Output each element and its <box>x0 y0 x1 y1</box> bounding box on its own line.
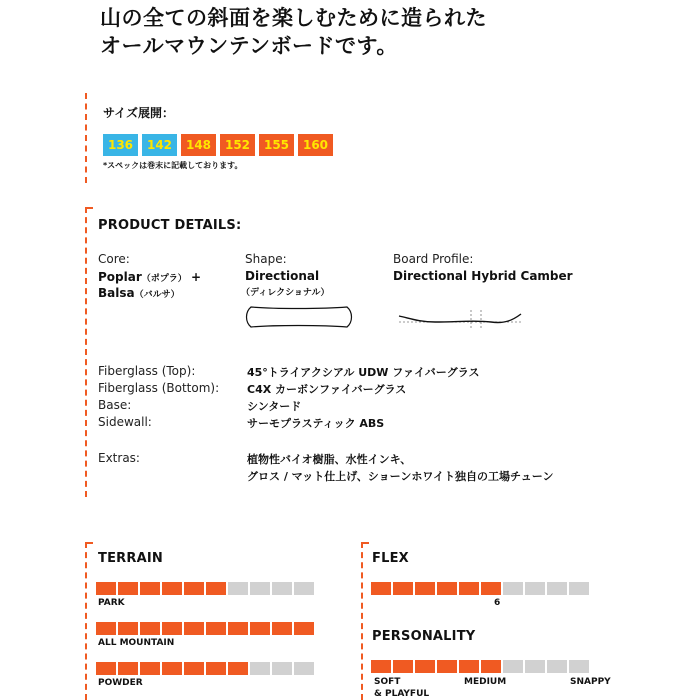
personality-meter-segment <box>525 660 545 673</box>
park-meter-segment <box>162 582 182 595</box>
powder-meter-segment <box>294 662 314 675</box>
sizes-note: *スペックは巻末に記載しております。 <box>103 161 243 170</box>
park-meter-segment <box>250 582 270 595</box>
powder-meter-segment <box>118 662 138 675</box>
all-mountain-meter-segment <box>118 622 138 635</box>
size-box-136: 136 <box>103 134 138 156</box>
headline-line-2: オールマウンテンボードです。 <box>100 34 398 58</box>
extras-value-line-1: 植物性バイオ樹脂、水性インキ、 <box>247 453 412 466</box>
flex-meter-segment <box>525 582 545 595</box>
spec-value-fiberglass-top: 45°トライアクシアル UDW ファイバーグラス <box>247 366 480 379</box>
personality-meter-segment <box>481 660 501 673</box>
core-value-line-2 <box>98 286 180 300</box>
details-divider-horizontal <box>85 207 93 209</box>
all-mountain-meter-segment <box>206 622 226 635</box>
flex-meter-segment <box>459 582 479 595</box>
core-wood-1-jp: （ポプラ） <box>141 274 187 284</box>
all-mountain-meter-segment <box>272 622 292 635</box>
spec-value-base: シンタード <box>247 400 302 413</box>
all-mountain-meter-segment <box>294 622 314 635</box>
core-wood-2-jp: （バルサ） <box>134 290 180 300</box>
sizes-divider-vertical <box>85 93 87 183</box>
spec-label-base: Base: <box>98 398 132 412</box>
profile-value: Directional Hybrid Camber <box>393 269 573 283</box>
park-meter-segment <box>294 582 314 595</box>
all-mountain-meter-segment <box>228 622 248 635</box>
core-value-line-1 <box>98 270 201 284</box>
all-mountain-meter-segment <box>162 622 182 635</box>
sizes-title: サイズ展開： <box>103 106 175 120</box>
all-mountain-meter-segment <box>140 622 160 635</box>
personality-mid-label: MEDIUM <box>464 677 507 687</box>
park-meter-segment <box>228 582 248 595</box>
core-wood-2: Balsa <box>98 286 135 300</box>
directional-shape-icon <box>243 304 355 330</box>
spec-label-fiberglass-bottom: Fiberglass (Bottom): <box>98 381 220 395</box>
flex-meter-segment <box>503 582 523 595</box>
personality-meter-segment <box>547 660 567 673</box>
flex-meter-segment <box>547 582 567 595</box>
flex-divider-vertical <box>361 542 363 700</box>
headline <box>100 4 660 60</box>
powder-meter-segment <box>140 662 160 675</box>
core-plus: + <box>190 270 202 284</box>
personality-meter-segment <box>415 660 435 673</box>
size-box-152: 152 <box>220 134 255 156</box>
flex-meter-segment <box>569 582 589 595</box>
personality-meter <box>371 660 589 673</box>
terrain-powder-meter <box>96 662 314 675</box>
flex-meter-segment <box>481 582 501 595</box>
extras-value-line-2: グロス / マット仕上げ、ショーンホワイト独自の工場チューン <box>247 470 554 483</box>
terrain-title: TERRAIN <box>98 551 163 566</box>
personality-meter-segment <box>503 660 523 673</box>
powder-meter-segment <box>162 662 182 675</box>
terrain-powder-label: POWDER <box>98 678 143 688</box>
terrain-all-mountain-meter <box>96 622 314 635</box>
flex-meter-segment <box>393 582 413 595</box>
personality-title: PERSONALITY <box>372 629 476 644</box>
personality-left-label-1: SOFT <box>374 677 401 687</box>
personality-left-label-2: & PLAYFUL <box>374 689 430 699</box>
spec-value-sidewall: サーモプラスティック ABS <box>247 417 385 430</box>
size-box-142: 142 <box>142 134 177 156</box>
headline-line-1: 山の全ての斜面を楽しむために造られた <box>100 6 487 30</box>
terrain-park-meter <box>96 582 314 595</box>
personality-meter-segment <box>437 660 457 673</box>
details-divider-vertical <box>85 207 87 497</box>
powder-meter-segment <box>228 662 248 675</box>
powder-meter-segment <box>184 662 204 675</box>
personality-meter-segment <box>371 660 391 673</box>
size-box-160: 160 <box>298 134 333 156</box>
personality-right-label: SNAPPY <box>570 677 611 687</box>
personality-meter-segment <box>569 660 589 673</box>
powder-meter-segment <box>206 662 226 675</box>
hybrid-camber-profile-icon <box>395 306 525 332</box>
powder-meter-segment <box>96 662 116 675</box>
terrain-divider-horizontal <box>85 542 93 544</box>
flex-meter-segment <box>371 582 391 595</box>
all-mountain-meter-segment <box>96 622 116 635</box>
core-label: Core: <box>98 252 130 266</box>
shape-label: Shape: <box>245 252 287 266</box>
all-mountain-meter-segment <box>184 622 204 635</box>
sizes-list <box>103 134 337 156</box>
spec-label-fiberglass-top: Fiberglass (Top): <box>98 364 196 378</box>
flex-meter-segment <box>415 582 435 595</box>
spec-label-sidewall: Sidewall: <box>98 415 152 429</box>
terrain-park-label: PARK <box>98 598 125 608</box>
flex-divider-horizontal <box>361 542 369 544</box>
personality-meter-segment <box>459 660 479 673</box>
flex-value: 6 <box>494 598 501 608</box>
flex-meter <box>371 582 589 595</box>
profile-label: Board Profile: <box>393 252 474 266</box>
powder-meter-segment <box>250 662 270 675</box>
size-box-148: 148 <box>181 134 216 156</box>
spec-value-fiberglass-bottom: C4X カーボンファイバーグラス <box>247 383 407 396</box>
park-meter-segment <box>206 582 226 595</box>
extras-label: Extras: <box>98 451 140 465</box>
park-meter-segment <box>118 582 138 595</box>
all-mountain-meter-segment <box>250 622 270 635</box>
powder-meter-segment <box>272 662 292 675</box>
shape-value-jp: （ディレクショナル） <box>241 288 330 298</box>
size-box-155: 155 <box>259 134 294 156</box>
shape-value: Directional <box>245 269 320 283</box>
flex-meter-segment <box>437 582 457 595</box>
details-title: PRODUCT DETAILS: <box>98 218 242 233</box>
personality-meter-segment <box>393 660 413 673</box>
park-meter-segment <box>184 582 204 595</box>
park-meter-segment <box>272 582 292 595</box>
core-wood-1: Poplar <box>98 270 142 284</box>
terrain-divider-vertical <box>85 542 87 700</box>
park-meter-segment <box>140 582 160 595</box>
flex-title: FLEX <box>372 551 409 566</box>
park-meter-segment <box>96 582 116 595</box>
terrain-all-mountain-label: ALL MOUNTAIN <box>98 638 175 648</box>
